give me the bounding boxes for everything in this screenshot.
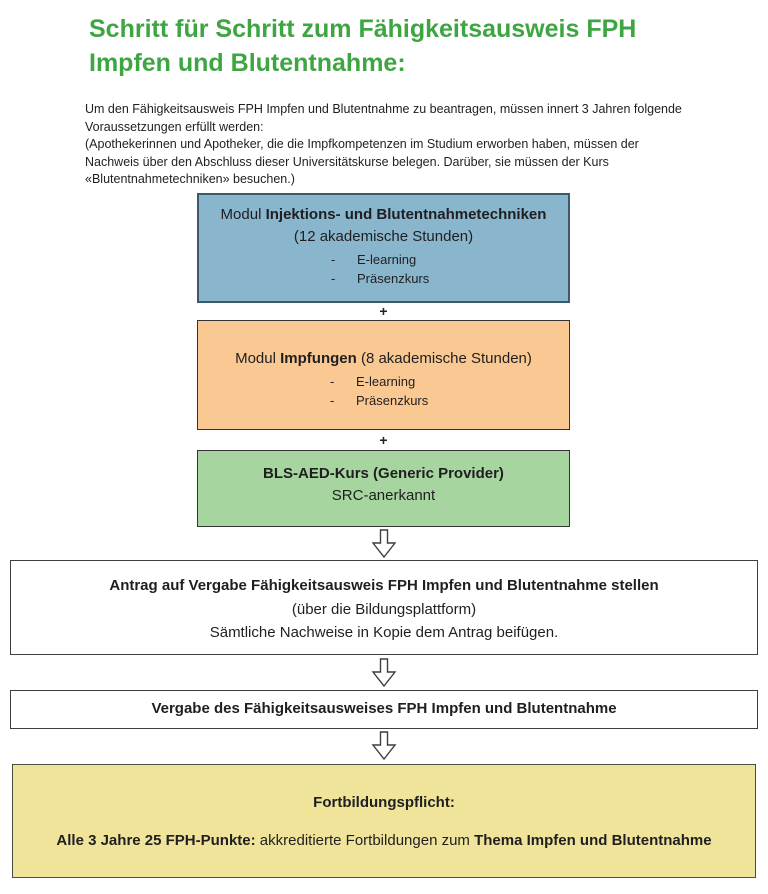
module-title-prefix: Modul — [220, 206, 266, 223]
fortbildung-detail-bold-prefix: Alle 3 Jahre 25 FPH-Punkte: — [56, 832, 256, 849]
list-item-label: Präsenzkurs — [357, 271, 430, 286]
list-item-label: E-learning — [357, 252, 417, 267]
intro-text — [85, 101, 725, 189]
step-box-fortbildungspflicht — [12, 764, 756, 878]
page-title-line2: Impfen und Blutentnahme: — [89, 49, 406, 77]
intro-line: Voraussetzungen erfüllt werden: — [85, 119, 264, 134]
list-item — [330, 391, 569, 410]
list-item — [330, 372, 569, 391]
list-item — [331, 269, 568, 288]
module-subtitle: SRC-anerkannt — [331, 487, 436, 504]
step-line3: Sämtliche Nachweise in Kopie dem Antrag beifügen. — [209, 624, 559, 641]
dash-bullet: - — [330, 374, 335, 389]
module-title-hours: (8 akademische Stunden) — [356, 350, 532, 367]
module-box-injektionstechniken — [197, 193, 570, 303]
module-title — [198, 348, 569, 370]
module-title-name: Injektions- und Blutentnahmetechniken — [265, 206, 547, 223]
module-list — [198, 372, 569, 410]
down-arrow-icon — [369, 529, 399, 558]
intro-line: Nachweis über den Abschluss dieser Universitätskurse belegen. Darüber, sie müssen der Kurs — [85, 154, 609, 169]
fortbildung-detail — [13, 830, 755, 852]
step-box-vergabe — [10, 690, 758, 729]
step-box-antrag — [10, 560, 758, 655]
fortbildung-detail-normal: akkreditierte Fortbildungen zum — [255, 832, 475, 849]
list-item-label: E-learning — [356, 374, 416, 389]
fortbildung-title: Fortbildungspflicht: — [313, 794, 455, 811]
module-box-bls-aed-kurs — [197, 450, 570, 527]
module-title — [199, 204, 568, 226]
list-item-label: Präsenzkurs — [356, 393, 429, 408]
plus-separator: + — [379, 303, 388, 319]
step-title — [11, 574, 757, 598]
intro-line: «Blutentnahmetechniken» besuchen.) — [85, 172, 295, 187]
module-title — [198, 463, 569, 485]
dash-bullet: - — [331, 271, 336, 286]
plus-separator: + — [379, 432, 388, 448]
page-title — [89, 12, 753, 80]
list-item — [331, 250, 568, 269]
step-title-text: Antrag auf Vergabe Fähigkeitsausweis FPH Impfen und Blutentnahme stellen — [109, 577, 659, 594]
module-box-impfungen — [197, 320, 570, 430]
module-title-prefix: Modul — [235, 350, 281, 367]
intro-line: Um den Fähigkeitsausweis FPH Impfen und Blutentnahme zu beantragen, müssen innert 3 Jahren folgende — [85, 102, 682, 116]
dash-bullet: - — [330, 393, 335, 408]
down-arrow-icon — [369, 658, 399, 687]
page-title-line1: Schritt für Schritt zum Fähigkeitsausweis FPH — [89, 15, 637, 43]
dash-bullet: - — [331, 252, 336, 267]
module-title-name: BLS-AED-Kurs (Generic Provider) — [263, 465, 504, 482]
step-title-text: Vergabe des Fähigkeitsausweises FPH Impfen und Blutentnahme — [151, 700, 617, 717]
module-hours: (12 akademische Stunden) — [293, 228, 474, 245]
module-list — [199, 250, 568, 288]
step-line2: (über die Bildungsplattform) — [291, 600, 477, 618]
intro-line: (Apothekerinnen und Apotheker, die die Impfkompetenzen im Studium erworben haben, müssen der — [85, 137, 639, 152]
down-arrow-icon — [369, 731, 399, 760]
fortbildung-detail-bold-suffix: Thema Impfen und Blutentnahme — [474, 832, 712, 849]
module-title-name: Impfungen — [280, 350, 357, 367]
